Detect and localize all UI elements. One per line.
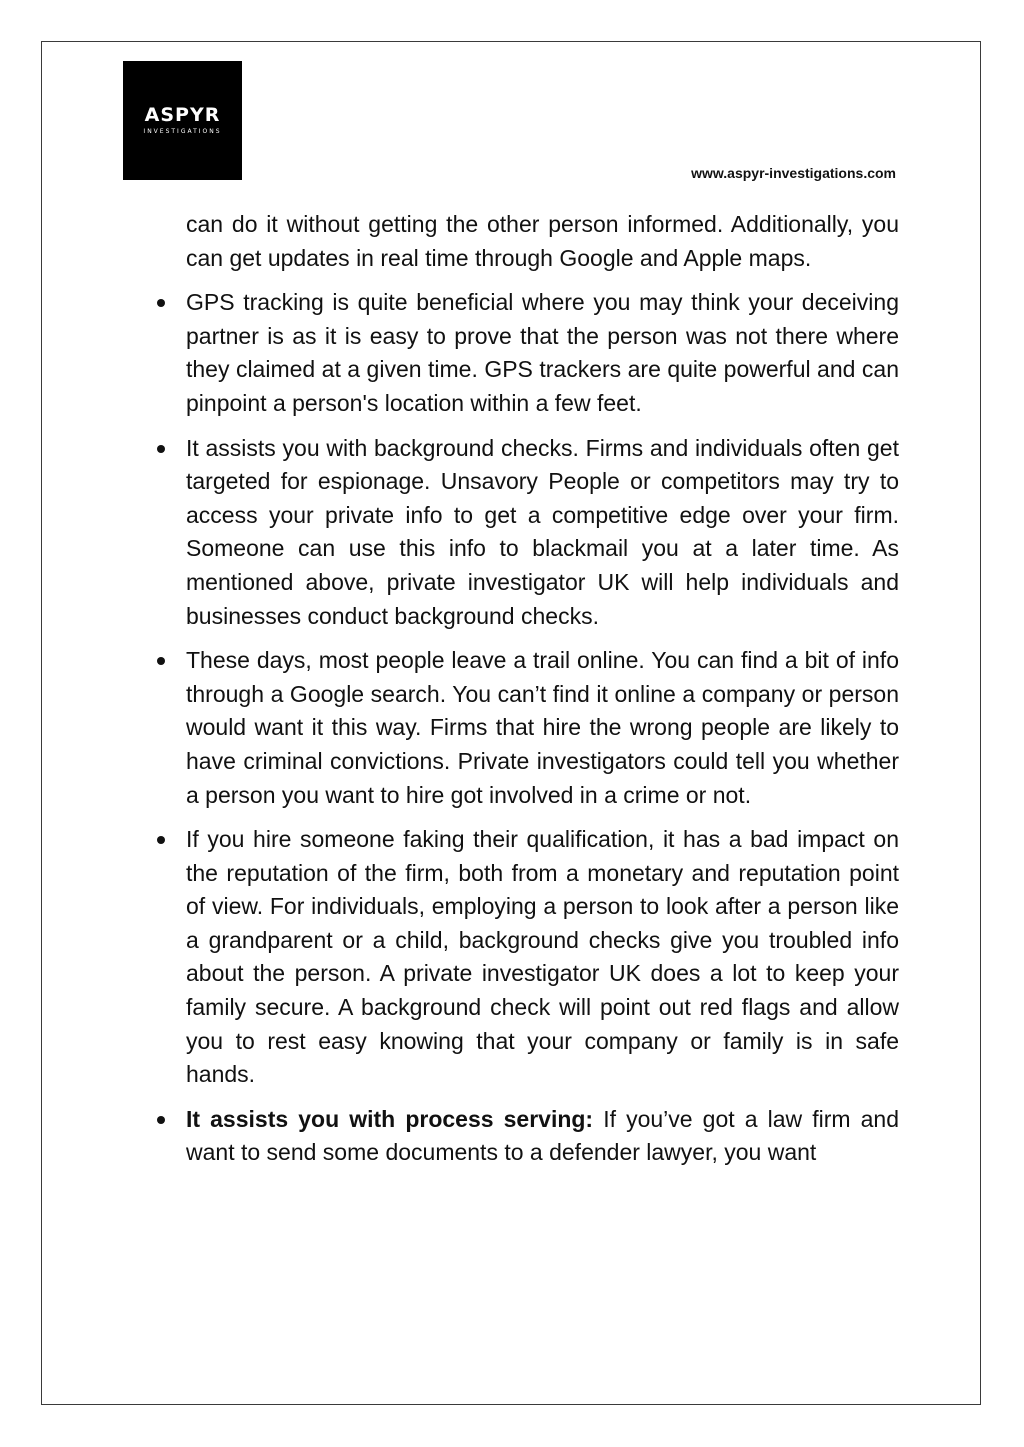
continued-paragraph: can do it without getting the other person informed. Additionally, you can get updates in real time through Google and Apple maps. [186,211,899,271]
bullet-icon [157,445,165,453]
list-item [186,432,899,634]
list-item [186,823,899,1092]
logo-wordmark: ASPYR [144,104,221,126]
website-url: www.aspyr-investigations.com [691,165,896,181]
list-item-text: GPS tracking is quite beneficial where you may think your deceiving partner is as it is easy to prove that the person was not there where they claimed at a given time. GPS trackers are quite powerful and can pinpoint a person's location within a few feet. [186,289,899,416]
bullet-icon [157,1116,165,1124]
aspyr-logo [123,61,242,180]
list-item-text: It assists you with background checks. Firms and individuals often get targeted for espionage. Unsavory People or competitors may try to access your private info to get a competitive edge over your firm. Someone can use this info to blackmail you at a later time. As mentioned above, private investigator UK will help individuals and businesses conduct background checks. [186,434,899,629]
list-item-text: These days, most people leave a trail online. You can find a bit of info through a Google search. You can’t find it online a company or person would want it this way. Firms that hire the wrong people are likely to have criminal convictions. Private investigators could tell you whether a person you want to hire got involved in a crime or not. [186,647,899,808]
list-item [186,286,899,420]
list-item [186,1103,899,1170]
logo-subtitle: INVESTIGATIONS [143,128,222,135]
list-item [186,644,899,812]
document-body [186,208,899,1181]
bullet-list [186,286,899,1170]
list-item-text: If you hire someone faking their qualification, it has a bad impact on the reputation of the firm, both from a monetary and reputation point of view. For individuals, employing a person to look after a person like a grandparent or a child, background checks give you troubled info about the person. A private investigator UK does a lot to keep your family secure. A background check will point out red flags and allow you to rest easy knowing that your company or family is in safe hands. [186,826,899,1088]
list-item-lead: It assists you with process serving: [186,1105,594,1132]
list-item-text: If you’ve got a law firm and want to send some documents to a defender lawyer, you want [186,1105,900,1166]
